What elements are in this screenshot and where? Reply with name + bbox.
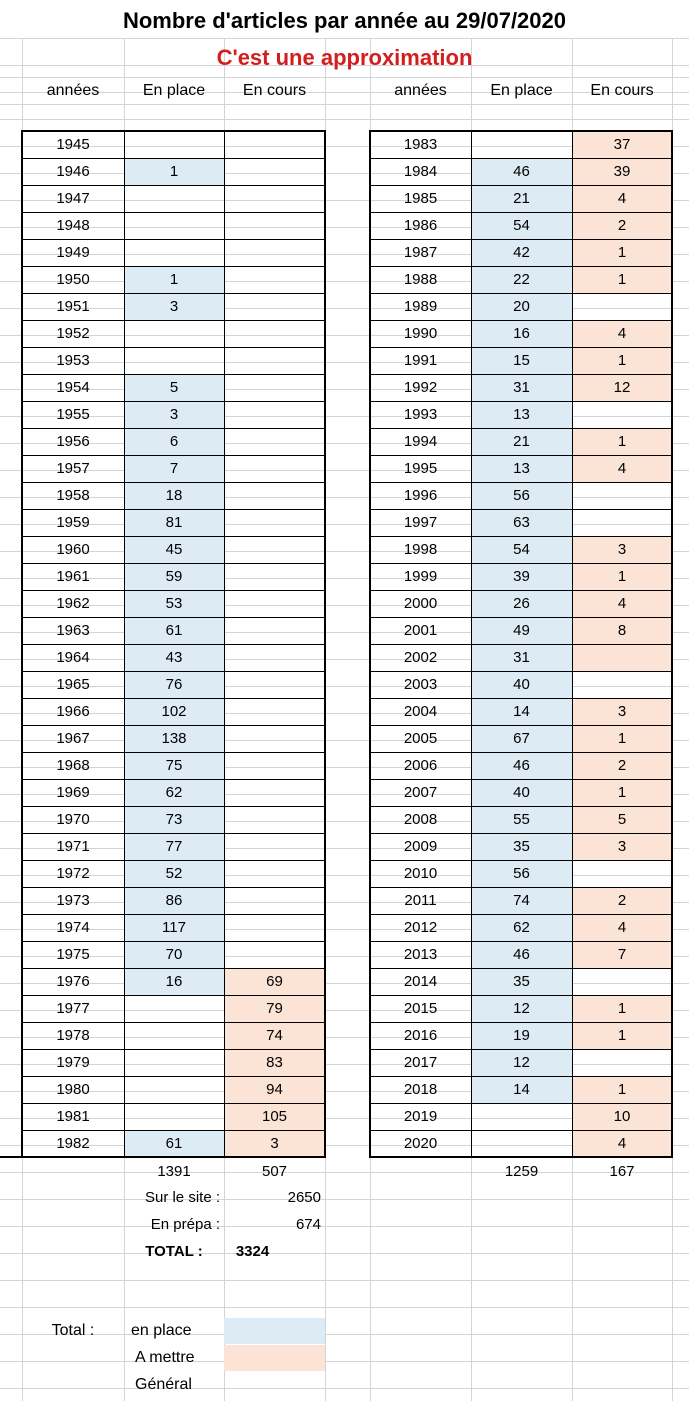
year-cell: 2005 xyxy=(403,730,438,747)
year-cell: 1964 xyxy=(56,649,90,666)
year-cell: 1950 xyxy=(56,271,90,288)
year-cell: 1962 xyxy=(56,595,90,612)
year-cell: 1970 xyxy=(56,811,90,828)
en-place-cell: 138 xyxy=(161,730,187,747)
en-cours-cell xyxy=(572,509,672,536)
en-place-cell: 117 xyxy=(162,919,186,936)
en-cours-cell: 74 xyxy=(266,1027,283,1044)
en-place-cell: 54 xyxy=(513,541,530,558)
total-en-place-right: 1259 xyxy=(504,1163,539,1180)
en-place-cell: 77 xyxy=(165,838,183,855)
en-cours-cell: 4 xyxy=(617,919,627,936)
year-cell: 1984 xyxy=(403,163,438,180)
en-cours-cell: 1 xyxy=(617,784,627,801)
en-cours-cell: 1 xyxy=(617,1081,627,1098)
year-cell: 1993 xyxy=(403,406,438,423)
en-place-cell: 31 xyxy=(513,649,530,666)
en-cours-cell: 94 xyxy=(266,1081,283,1098)
year-cell: 1968 xyxy=(56,757,90,774)
en-cours-cell xyxy=(224,914,325,941)
year-cell: 2006 xyxy=(403,757,438,774)
en-place-cell: 31 xyxy=(513,379,530,396)
year-cell: 1989 xyxy=(403,298,438,315)
year-cell: 1956 xyxy=(56,433,90,450)
year-cell: 1947 xyxy=(56,190,90,207)
year-cell: 1955 xyxy=(56,406,90,423)
en-place-cell: 46 xyxy=(513,163,530,180)
en-cours-cell xyxy=(572,293,672,320)
en-place-cell: 61 xyxy=(165,1135,183,1152)
en-cours-cell: 7 xyxy=(617,946,627,963)
en-cours-cell: 79 xyxy=(266,1000,283,1017)
gridline-horizontal xyxy=(0,1280,689,1281)
en-place-cell: 15 xyxy=(513,352,530,369)
en-place-cell: 76 xyxy=(165,676,183,693)
en-place-cell: 53 xyxy=(165,595,183,612)
year-cell: 1998 xyxy=(403,541,438,558)
en-place-cell: 7 xyxy=(169,460,179,477)
column-header: En cours xyxy=(590,82,654,99)
en-cours-cell: 4 xyxy=(617,325,627,342)
en-place-cell: 81 xyxy=(165,514,183,531)
legend-swatch xyxy=(224,1318,325,1344)
year-cell: 1972 xyxy=(56,865,90,882)
en-cours-cell: 2 xyxy=(617,757,627,774)
year-cell: 2018 xyxy=(403,1081,438,1098)
en-place-cell: 46 xyxy=(513,946,530,963)
en-place-cell: 19 xyxy=(513,1027,530,1044)
en-cours-cell: 69 xyxy=(266,973,283,990)
en-cours-cell xyxy=(224,266,325,293)
en-cours-cell: 3 xyxy=(617,541,627,558)
en-place-cell: 46 xyxy=(513,757,530,774)
en-cours-cell xyxy=(224,806,325,833)
en-place-cell: 1 xyxy=(169,271,179,288)
year-cell: 2014 xyxy=(403,973,438,990)
summary-value: 3324 xyxy=(235,1243,270,1260)
en-place-cell xyxy=(124,1076,224,1103)
en-cours-cell xyxy=(572,644,672,671)
year-cell: 1985 xyxy=(403,190,438,207)
year-cell: 2019 xyxy=(403,1108,438,1125)
en-place-cell: 18 xyxy=(165,487,183,504)
year-cell: 2013 xyxy=(403,946,438,963)
en-place-cell xyxy=(471,1130,572,1157)
summary-label: En prépa : xyxy=(150,1216,220,1233)
en-cours-cell xyxy=(224,698,325,725)
year-cell: 1988 xyxy=(403,271,438,288)
en-cours-cell: 3 xyxy=(617,703,627,720)
en-place-cell: 13 xyxy=(513,406,530,423)
year-cell: 1987 xyxy=(403,244,438,261)
legend-item-label: en place xyxy=(131,1322,192,1339)
year-cell: 1994 xyxy=(403,433,438,450)
en-cours-cell xyxy=(224,779,325,806)
en-cours-cell: 4 xyxy=(617,1135,627,1152)
en-place-cell: 70 xyxy=(165,946,183,963)
en-place-cell: 6 xyxy=(169,433,179,450)
en-place-cell xyxy=(471,1103,572,1130)
year-cell: 1952 xyxy=(56,325,90,342)
year-cell: 1997 xyxy=(403,514,438,531)
en-cours-cell xyxy=(572,860,672,887)
en-cours-cell xyxy=(224,536,325,563)
sheet-subtitle: C'est une approximation xyxy=(216,45,473,70)
year-cell: 1974 xyxy=(56,919,90,936)
year-cell: 1963 xyxy=(56,622,90,639)
year-cell: 1973 xyxy=(56,892,90,909)
en-cours-cell xyxy=(572,968,672,995)
en-cours-cell xyxy=(224,590,325,617)
en-cours-cell xyxy=(224,725,325,752)
en-cours-cell: 1 xyxy=(617,352,627,369)
en-place-cell: 74 xyxy=(513,892,530,909)
gridline-horizontal xyxy=(0,1307,689,1308)
en-place-cell: 35 xyxy=(513,838,530,855)
year-cell: 2016 xyxy=(403,1027,438,1044)
en-cours-cell xyxy=(224,320,325,347)
en-place-cell xyxy=(124,212,224,239)
en-place-cell: 40 xyxy=(513,784,530,801)
en-cours-cell xyxy=(224,293,325,320)
en-cours-cell xyxy=(224,482,325,509)
year-cell: 2007 xyxy=(403,784,438,801)
year-cell: 2000 xyxy=(403,595,438,612)
legend-item-label: A mettre xyxy=(135,1349,195,1366)
en-place-cell: 49 xyxy=(513,622,530,639)
gridline-horizontal xyxy=(0,1388,689,1389)
en-cours-cell xyxy=(572,671,672,698)
en-cours-cell xyxy=(224,185,325,212)
en-place-cell: 55 xyxy=(513,811,530,828)
legend-total-label: Total : xyxy=(51,1322,95,1339)
summary-value: 2650 xyxy=(287,1189,321,1206)
en-cours-cell: 37 xyxy=(613,136,631,153)
en-cours-cell: 5 xyxy=(617,811,627,828)
year-cell: 1946 xyxy=(56,163,90,180)
en-cours-cell: 4 xyxy=(617,595,627,612)
en-place-cell: 73 xyxy=(165,811,183,828)
year-cell: 1969 xyxy=(56,784,90,801)
en-cours-cell xyxy=(224,833,325,860)
en-place-cell xyxy=(124,131,224,158)
en-place-cell: 59 xyxy=(165,568,183,585)
year-cell: 2002 xyxy=(403,649,438,666)
en-cours-cell xyxy=(224,644,325,671)
year-cell: 1949 xyxy=(56,244,90,261)
year-cell: 1960 xyxy=(56,541,90,558)
en-place-cell: 61 xyxy=(165,622,183,639)
year-cell: 2017 xyxy=(403,1054,438,1071)
en-cours-cell xyxy=(224,887,325,914)
left-edge xyxy=(0,1156,22,1158)
en-place-cell: 42 xyxy=(513,244,530,261)
year-cell: 1965 xyxy=(56,676,90,693)
en-cours-cell: 10 xyxy=(613,1108,631,1125)
en-place-cell: 62 xyxy=(513,919,530,936)
en-cours-cell: 1 xyxy=(617,433,627,450)
year-cell: 1959 xyxy=(56,514,90,531)
sheet-title: Nombre d'articles par année au 29/07/2020 xyxy=(122,8,566,33)
en-place-cell: 45 xyxy=(165,541,183,558)
en-cours-cell: 1 xyxy=(617,244,627,261)
en-place-cell xyxy=(124,185,224,212)
en-cours-cell xyxy=(224,374,325,401)
en-place-cell: 16 xyxy=(513,325,530,342)
en-place-cell: 43 xyxy=(165,649,183,666)
en-cours-cell: 105 xyxy=(261,1108,288,1125)
en-cours-cell xyxy=(224,131,325,158)
summary-label: TOTAL : xyxy=(145,1243,203,1260)
year-cell: 2001 xyxy=(403,622,438,639)
total-en-cours-left: 507 xyxy=(261,1163,288,1180)
en-cours-cell: 39 xyxy=(613,163,631,180)
year-cell: 1992 xyxy=(403,379,438,396)
year-cell: 2004 xyxy=(403,703,438,720)
column-header: En cours xyxy=(242,82,307,99)
en-place-cell: 12 xyxy=(513,1000,530,1017)
year-cell: 1983 xyxy=(403,136,438,153)
en-cours-cell: 4 xyxy=(617,190,627,207)
en-place-cell: 20 xyxy=(513,298,530,315)
column-header: années xyxy=(46,82,100,99)
gridline-horizontal xyxy=(0,119,689,120)
en-cours-cell xyxy=(224,671,325,698)
en-cours-cell xyxy=(224,158,325,185)
en-place-cell xyxy=(124,995,224,1022)
en-cours-cell: 2 xyxy=(617,217,627,234)
en-cours-cell xyxy=(572,482,672,509)
year-cell: 2011 xyxy=(404,892,437,909)
year-cell: 1958 xyxy=(56,487,90,504)
en-place-cell: 75 xyxy=(165,757,183,774)
year-cell: 1982 xyxy=(56,1135,90,1152)
year-cell: 1978 xyxy=(56,1027,90,1044)
year-cell: 1945 xyxy=(56,136,90,153)
year-cell: 1966 xyxy=(56,703,90,720)
column-header: En place xyxy=(142,82,206,99)
year-cell: 2009 xyxy=(403,838,438,855)
year-cell: 2008 xyxy=(403,811,438,828)
en-cours-cell xyxy=(224,941,325,968)
en-cours-cell: 83 xyxy=(266,1054,283,1071)
year-cell: 1975 xyxy=(56,946,90,963)
en-place-cell: 3 xyxy=(169,298,179,315)
en-cours-cell: 1 xyxy=(617,1027,627,1044)
summary-value: 674 xyxy=(295,1216,321,1233)
legend-item-label: Général xyxy=(135,1376,192,1393)
en-place-cell xyxy=(124,1049,224,1076)
year-cell: 1996 xyxy=(403,487,438,504)
year-cell: 1954 xyxy=(56,379,90,396)
en-cours-cell: 4 xyxy=(617,460,627,477)
en-place-cell: 52 xyxy=(165,865,183,882)
column-header: années xyxy=(394,82,447,99)
en-place-cell xyxy=(124,239,224,266)
en-place-cell: 14 xyxy=(513,1081,530,1098)
en-cours-cell: 3 xyxy=(270,1135,279,1152)
year-cell: 1967 xyxy=(56,730,90,747)
en-place-cell: 16 xyxy=(165,973,183,990)
gridline-horizontal xyxy=(0,38,689,39)
gridline-horizontal xyxy=(0,1253,689,1254)
gridline-horizontal xyxy=(0,104,689,105)
en-place-cell: 56 xyxy=(513,487,530,504)
en-cours-cell xyxy=(224,617,325,644)
en-cours-cell: 3 xyxy=(617,838,627,855)
en-cours-cell xyxy=(224,563,325,590)
en-place-cell xyxy=(124,347,224,374)
en-cours-cell: 8 xyxy=(617,622,627,639)
year-cell: 1995 xyxy=(403,460,438,477)
en-place-cell: 63 xyxy=(513,514,530,531)
en-place-cell: 102 xyxy=(161,703,187,720)
en-cours-cell: 1 xyxy=(617,568,627,585)
en-place-cell: 86 xyxy=(165,892,183,909)
year-cell: 2010 xyxy=(403,865,438,882)
en-place-cell: 62 xyxy=(165,784,183,801)
en-cours-cell: 1 xyxy=(617,1000,627,1017)
en-cours-cell xyxy=(224,401,325,428)
en-place-cell: 1 xyxy=(169,163,179,180)
en-place-cell: 3 xyxy=(169,406,179,423)
en-place-cell xyxy=(471,131,572,158)
en-place-cell xyxy=(124,320,224,347)
en-place-cell xyxy=(124,1103,224,1130)
year-cell: 1986 xyxy=(403,217,438,234)
year-cell: 2020 xyxy=(403,1135,438,1152)
year-cell: 2003 xyxy=(403,676,438,693)
en-cours-cell xyxy=(572,1049,672,1076)
legend-swatch xyxy=(224,1345,325,1371)
en-cours-cell: 12 xyxy=(613,379,631,396)
en-place-cell: 56 xyxy=(513,865,530,882)
year-cell: 1981 xyxy=(56,1108,90,1125)
en-cours-cell xyxy=(224,860,325,887)
year-cell: 1957 xyxy=(56,460,90,477)
total-en-place-left: 1391 xyxy=(157,1163,191,1180)
en-place-cell: 13 xyxy=(513,460,530,477)
en-cours-cell xyxy=(224,455,325,482)
total-en-cours-right: 167 xyxy=(609,1163,635,1180)
year-cell: 1961 xyxy=(56,568,90,585)
en-cours-cell: 1 xyxy=(617,271,627,288)
en-place-cell: 14 xyxy=(513,703,530,720)
en-place-cell: 54 xyxy=(513,217,530,234)
en-cours-cell xyxy=(224,752,325,779)
en-place-cell: 67 xyxy=(513,730,530,747)
en-cours-cell xyxy=(224,509,325,536)
en-cours-cell xyxy=(572,401,672,428)
year-cell: 1977 xyxy=(56,1000,90,1017)
en-place-cell: 35 xyxy=(513,973,530,990)
year-cell: 1979 xyxy=(56,1054,90,1071)
en-place-cell: 21 xyxy=(513,433,530,450)
year-cell: 1990 xyxy=(403,325,438,342)
column-header: En place xyxy=(490,82,553,99)
en-place-cell: 40 xyxy=(513,676,530,693)
year-cell: 1999 xyxy=(403,568,438,585)
en-place-cell: 39 xyxy=(513,568,530,585)
en-cours-cell: 1 xyxy=(617,730,627,747)
year-cell: 1953 xyxy=(56,352,90,369)
en-cours-cell xyxy=(224,428,325,455)
en-cours-cell xyxy=(224,239,325,266)
year-cell: 1991 xyxy=(403,352,438,369)
year-cell: 1971 xyxy=(56,838,90,855)
gridline-horizontal xyxy=(0,1361,689,1362)
en-place-cell: 22 xyxy=(513,271,530,288)
year-cell: 2015 xyxy=(403,1000,438,1017)
year-cell: 1980 xyxy=(56,1081,90,1098)
en-place-cell: 12 xyxy=(513,1054,530,1071)
year-cell: 1951 xyxy=(56,298,90,315)
en-cours-cell xyxy=(224,347,325,374)
en-place-cell: 21 xyxy=(513,190,530,207)
year-cell: 2012 xyxy=(403,919,438,936)
en-place-cell: 5 xyxy=(169,379,179,396)
summary-label: Sur le site : xyxy=(144,1189,220,1206)
en-place-cell: 26 xyxy=(513,595,530,612)
year-cell: 1976 xyxy=(56,973,90,990)
en-cours-cell: 2 xyxy=(617,892,627,909)
en-place-cell xyxy=(124,1022,224,1049)
en-cours-cell xyxy=(224,212,325,239)
year-cell: 1948 xyxy=(56,217,90,234)
